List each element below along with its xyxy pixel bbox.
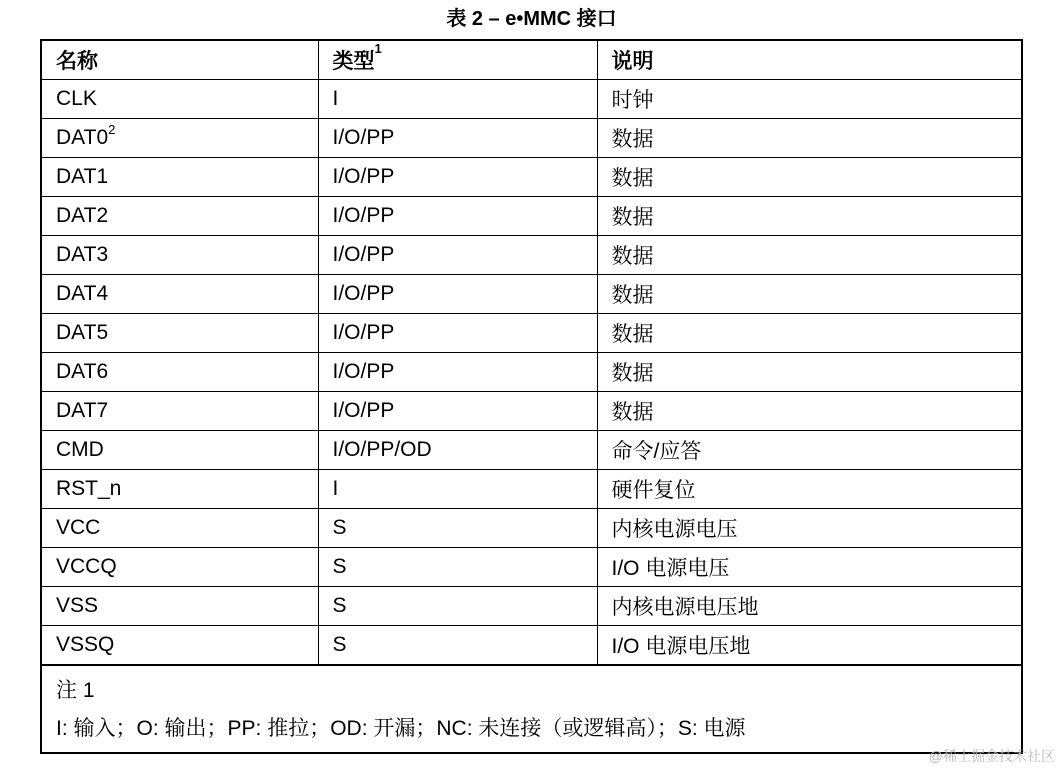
table-header-row	[42, 41, 1021, 80]
signal-type-cell: S	[318, 548, 597, 587]
footnote-marker: 2	[108, 122, 116, 137]
watermark: @稀土掘金技术社区	[928, 748, 1055, 764]
table-row	[42, 314, 1021, 353]
signal-type-cell: S	[318, 509, 597, 548]
signal-name-cell: DAT7	[42, 392, 318, 431]
table-row	[42, 119, 1021, 158]
signal-name-cell: DAT2	[42, 197, 318, 236]
table-row	[42, 626, 1021, 665]
signal-description-cell: I/O 电源电压	[597, 548, 1021, 587]
signal-type-cell: I/O/PP	[318, 197, 597, 236]
signal-type-cell: I/O/PP	[318, 392, 597, 431]
signal-description-cell: 时钟	[597, 80, 1021, 119]
signal-type-cell: I/O/PP	[318, 158, 597, 197]
signal-type-cell: I/O/PP/OD	[318, 431, 597, 470]
header-type: 类型$^1$	[318, 41, 597, 80]
signal-description-cell: 数据	[597, 236, 1021, 275]
signal-description-cell: 数据	[597, 314, 1021, 353]
signal-name-cell: $DAT0^2$	[42, 119, 318, 158]
table-row	[42, 158, 1021, 197]
signal-type-cell: I/O/PP	[318, 314, 597, 353]
signal-description-cell: 数据	[597, 275, 1021, 314]
signal-description-cell: 命令/应答	[597, 431, 1021, 470]
signal-type-cell: I/O/PP	[318, 236, 597, 275]
signal-description-cell: 内核电源电压地	[597, 587, 1021, 626]
signal-description-cell: 数据	[597, 392, 1021, 431]
table-row	[42, 509, 1021, 548]
signal-name-cell: DAT1	[42, 158, 318, 197]
signal-name-cell: VSS	[42, 587, 318, 626]
signal-type-cell: I	[318, 470, 597, 509]
table-row	[42, 236, 1021, 275]
signal-type-cell: S	[318, 587, 597, 626]
signal-type-cell: S	[318, 626, 597, 665]
emmc-interface-table	[40, 39, 1023, 754]
signal-name-cell: VSSQ	[42, 626, 318, 665]
notes-text: I: 输入；O: 输出；PP: 推拉；OD: 开漏；NC: 未连接（或逻辑高）；S: 电源	[56, 717, 746, 740]
signal-name-cell: CLK	[42, 80, 318, 119]
notes-title: 注 1	[56, 679, 95, 702]
table-row	[42, 470, 1021, 509]
table-row	[42, 431, 1021, 470]
signal-description-cell: 数据	[597, 158, 1021, 197]
signal-name-cell: DAT5	[42, 314, 318, 353]
table-caption: 表 2 – e•MMC 接口	[446, 8, 617, 30]
table-row	[42, 80, 1021, 119]
signal-description-cell: 数据	[597, 197, 1021, 236]
signal-description-cell: 数据	[597, 119, 1021, 158]
footnote-marker: 1	[374, 41, 382, 56]
table-body	[42, 80, 1021, 665]
signal-type-cell: I	[318, 80, 597, 119]
signal-type-cell: I/O/PP	[318, 119, 597, 158]
signal-name-cell: DAT3	[42, 236, 318, 275]
table-row	[42, 197, 1021, 236]
signal-type-cell: I/O/PP	[318, 275, 597, 314]
signal-description-cell: I/O 电源电压地	[597, 626, 1021, 665]
signal-name-cell: VCCQ	[42, 548, 318, 587]
table-row	[42, 353, 1021, 392]
header-description: 说明	[597, 41, 1021, 80]
header-name: 名称	[42, 41, 318, 80]
signal-type-cell: I/O/PP	[318, 353, 597, 392]
table-notes	[42, 665, 1021, 752]
signal-name-cell: DAT6	[42, 353, 318, 392]
table-row	[42, 587, 1021, 626]
signal-name-cell: CMD	[42, 431, 318, 470]
signal-name-cell: VCC	[42, 509, 318, 548]
signal-name-cell: DAT4	[42, 275, 318, 314]
table-row	[42, 275, 1021, 314]
table-row	[42, 392, 1021, 431]
signal-description-cell: 硬件复位	[597, 470, 1021, 509]
signal-description-cell: 数据	[597, 353, 1021, 392]
signal-name-cell: RST_n	[42, 470, 318, 509]
signal-description-cell: 内核电源电压	[597, 509, 1021, 548]
table-row	[42, 548, 1021, 587]
